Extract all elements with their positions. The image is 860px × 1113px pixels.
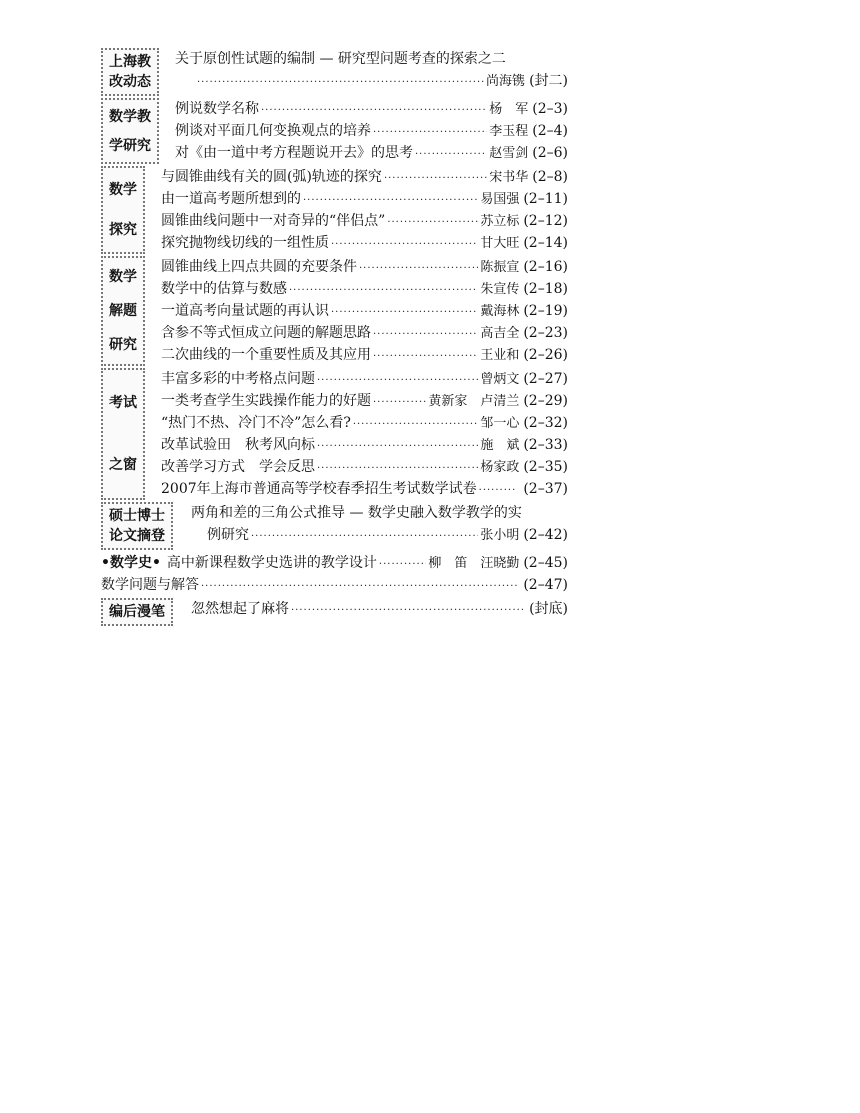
entry-page: (2–47) xyxy=(523,577,568,593)
entry-author: 张小明 xyxy=(480,528,520,543)
entry-title: 高中新课程数学史选讲的教学设计 xyxy=(166,555,377,571)
entry-title: 例说数学名称 xyxy=(175,101,259,117)
section-entries xyxy=(173,598,568,626)
entry-title: 数学中的估算与数感 xyxy=(161,281,287,297)
dot-leader xyxy=(373,346,478,368)
entry-author: 易国强 xyxy=(480,192,520,207)
section-label-line: 上海教 xyxy=(109,54,151,70)
entry-title: 关于原创性试题的编制 — 研究型问题考查的探索之二 xyxy=(175,51,506,67)
section-label-line: 研究 xyxy=(109,337,137,353)
dot-leader xyxy=(373,122,487,144)
section-label-line: 改动态 xyxy=(109,74,151,90)
section-label xyxy=(101,166,145,254)
dot-leader xyxy=(331,302,478,324)
entry-author: 苏立标 xyxy=(480,214,520,229)
toc-entry[interactable] xyxy=(161,256,568,278)
entry-title: 丰富多彩的中考格点问题 xyxy=(161,371,315,387)
toc-entry[interactable] xyxy=(191,502,568,524)
entry-page: (2–27) xyxy=(523,371,568,387)
toc-entry[interactable] xyxy=(161,232,568,254)
toc-entry[interactable] xyxy=(175,48,568,70)
entry-page: (2–8) xyxy=(532,169,568,185)
dot-leader xyxy=(303,190,478,212)
entry-page: (2–37) xyxy=(523,481,568,497)
section-label xyxy=(101,368,145,500)
section-entries xyxy=(145,256,568,366)
section-label xyxy=(101,502,173,550)
entry-author: 李玉程 xyxy=(489,124,529,139)
toc-entry[interactable] xyxy=(175,70,568,92)
section-label-line: 考试 xyxy=(109,395,137,411)
section-label-line: 解题 xyxy=(109,303,137,319)
section-label xyxy=(101,256,145,366)
toc-entry[interactable] xyxy=(161,300,568,322)
entry-title: 改善学习方式 学会反思 xyxy=(161,459,315,475)
table-of-contents xyxy=(101,48,568,628)
section-afterword xyxy=(101,598,568,626)
entry-page: (2–42) xyxy=(523,527,568,543)
toc-entry[interactable] xyxy=(161,434,568,456)
toc-entry-problems[interactable] xyxy=(101,574,568,596)
entry-author: 黄新家 卢清兰 xyxy=(428,394,520,409)
entry-page: (2–6) xyxy=(532,145,568,161)
entry-title: 由一道高考题所想到的 xyxy=(161,191,301,207)
toc-entry[interactable] xyxy=(175,120,568,142)
dot-leader xyxy=(317,370,478,392)
entry-author: 王业和 xyxy=(480,348,520,363)
toc-entry[interactable] xyxy=(161,188,568,210)
toc-entry-math-history[interactable] xyxy=(101,552,568,574)
entry-title: 二次曲线的一个重要性质及其应用 xyxy=(161,347,371,363)
section-exam-window xyxy=(101,368,568,500)
entry-page: (2–33) xyxy=(523,437,568,453)
section-entries xyxy=(159,48,568,96)
section-entries xyxy=(173,502,568,550)
dot-leader xyxy=(359,258,478,280)
section-math-teaching-research xyxy=(101,98,568,164)
dot-leader xyxy=(261,100,487,122)
section-label-line: 硕士博士 xyxy=(109,508,165,524)
entry-title: 圆锥曲线上四点共圆的充要条件 xyxy=(161,259,357,275)
section-label-line: 编后漫笔 xyxy=(109,604,165,620)
entry-author: 赵雪剑 xyxy=(489,146,529,161)
entry-title: 对《由一道中考方程题说开去》的思考 xyxy=(175,145,413,161)
entry-title: 例谈对平面几何变换观点的培养 xyxy=(175,123,371,139)
toc-entry[interactable] xyxy=(161,344,568,366)
toc-entry[interactable] xyxy=(161,390,568,412)
entry-page: (2–4) xyxy=(532,123,568,139)
entry-author: 尚海镌 xyxy=(486,74,526,89)
dot-leader xyxy=(251,526,478,548)
dot-leader xyxy=(317,458,478,480)
entry-page: (封底) xyxy=(529,601,568,617)
entry-page: (2–29) xyxy=(523,393,568,409)
section-problem-solving xyxy=(101,256,568,366)
dot-leader xyxy=(379,554,426,576)
entry-author: 柳 笛 汪晓勤 xyxy=(428,556,520,571)
entry-title: 改革试验田 秋考风向标 xyxy=(161,437,315,453)
section-math-exploration xyxy=(101,166,568,254)
entry-page: (2–26) xyxy=(523,347,568,363)
toc-entry[interactable] xyxy=(175,98,568,120)
section-label-line: 数学 xyxy=(109,182,137,198)
dot-leader xyxy=(197,72,484,94)
dot-leader xyxy=(384,168,487,190)
entry-author: 施 斌 xyxy=(480,438,520,453)
entry-page: (2–19) xyxy=(523,303,568,319)
entry-page: (2–45) xyxy=(523,555,568,571)
entry-page: (2–32) xyxy=(523,415,568,431)
entry-page: (2–3) xyxy=(532,101,568,117)
entry-title: “热门不热、冷门不冷”怎么看? xyxy=(161,415,351,431)
section-thesis-abstracts xyxy=(101,502,568,550)
dot-leader xyxy=(373,324,478,346)
section-label xyxy=(101,598,173,626)
section-label xyxy=(101,98,159,164)
dot-leader xyxy=(387,212,478,234)
dot-leader xyxy=(353,414,479,436)
entry-title: 一类考查学生实践操作能力的好题 xyxy=(161,393,371,409)
entry-author: 邹一心 xyxy=(480,416,520,431)
entry-author: 曾炳文 xyxy=(480,372,520,387)
entry-title: 2007年上海市普通高等学校春季招生考试数学试卷 xyxy=(161,481,477,497)
entry-author: 高吉全 xyxy=(480,326,520,341)
entry-title: 探究抛物线切线的一组性质 xyxy=(161,235,329,251)
toc-entry[interactable] xyxy=(161,210,568,232)
entry-title: 圆锥曲线问题中一对奇异的“伴侣点” xyxy=(161,213,386,229)
toc-entry[interactable] xyxy=(161,278,568,300)
entry-title: 含参不等式恒成立问题的解题思路 xyxy=(161,325,371,341)
section-label xyxy=(101,48,159,96)
entry-author: 甘大旺 xyxy=(480,236,520,251)
entry-title: 两角和差的三角公式推导 — 数学史融入数学教学的实 xyxy=(191,505,522,521)
entry-title: 忽然想起了麻将 xyxy=(191,601,289,617)
entry-page: (2–18) xyxy=(523,281,568,297)
entry-page: (2–12) xyxy=(523,213,568,229)
section-label-line: 之窗 xyxy=(109,457,137,473)
entry-title: 例研究 xyxy=(207,527,249,543)
section-label-line: 学研究 xyxy=(109,137,151,154)
entry-page: (2–14) xyxy=(523,235,568,251)
toc-entry[interactable] xyxy=(161,456,568,478)
dot-leader xyxy=(479,480,518,502)
section-label-line: 论文摘登 xyxy=(109,528,165,544)
entry-page: (2–35) xyxy=(523,459,568,475)
toc-entry[interactable] xyxy=(191,598,568,620)
section-entries xyxy=(145,368,568,500)
entry-author: 杨 军 xyxy=(489,102,529,117)
entry-author: 杨家政 xyxy=(480,460,520,475)
toc-entry[interactable] xyxy=(161,166,568,188)
dot-leader xyxy=(289,280,478,302)
entry-page: (2–23) xyxy=(523,325,568,341)
section-shanghai-reform xyxy=(101,48,568,96)
entry-page: (封二) xyxy=(529,73,568,89)
toc-entry[interactable] xyxy=(161,368,568,390)
entry-author: 宋书华 xyxy=(489,170,529,185)
section-label-line: 数学教 xyxy=(109,108,151,125)
section-label-line: 数学 xyxy=(109,269,137,285)
toc-entry[interactable] xyxy=(161,478,568,500)
entry-author: 朱宣传 xyxy=(480,282,520,297)
entry-author: 戴海林 xyxy=(480,304,520,319)
toc-entry[interactable] xyxy=(161,412,568,434)
entry-title: 一道高考向量试题的再认识 xyxy=(161,303,329,319)
dot-leader xyxy=(291,600,523,622)
entry-title: 数学问题与解答 xyxy=(101,577,199,593)
entry-page: (2–11) xyxy=(523,191,568,207)
dot-leader xyxy=(331,234,478,256)
section-label-line: 探究 xyxy=(109,222,137,238)
dot-leader xyxy=(415,144,487,166)
entry-title: 与圆锥曲线有关的圆(弧)轨迹的探究 xyxy=(161,169,382,185)
toc-entry[interactable] xyxy=(175,142,568,164)
entry-page: (2–16) xyxy=(523,259,568,275)
dot-leader xyxy=(317,436,478,458)
section-entries xyxy=(145,166,568,254)
section-entries xyxy=(159,98,568,164)
dot-leader xyxy=(373,392,426,414)
entry-author: 陈振宣 xyxy=(480,260,520,275)
section-label: •数学史• xyxy=(101,555,161,571)
toc-entry[interactable] xyxy=(191,524,568,546)
toc-entry[interactable] xyxy=(161,322,568,344)
dot-leader xyxy=(201,576,517,598)
